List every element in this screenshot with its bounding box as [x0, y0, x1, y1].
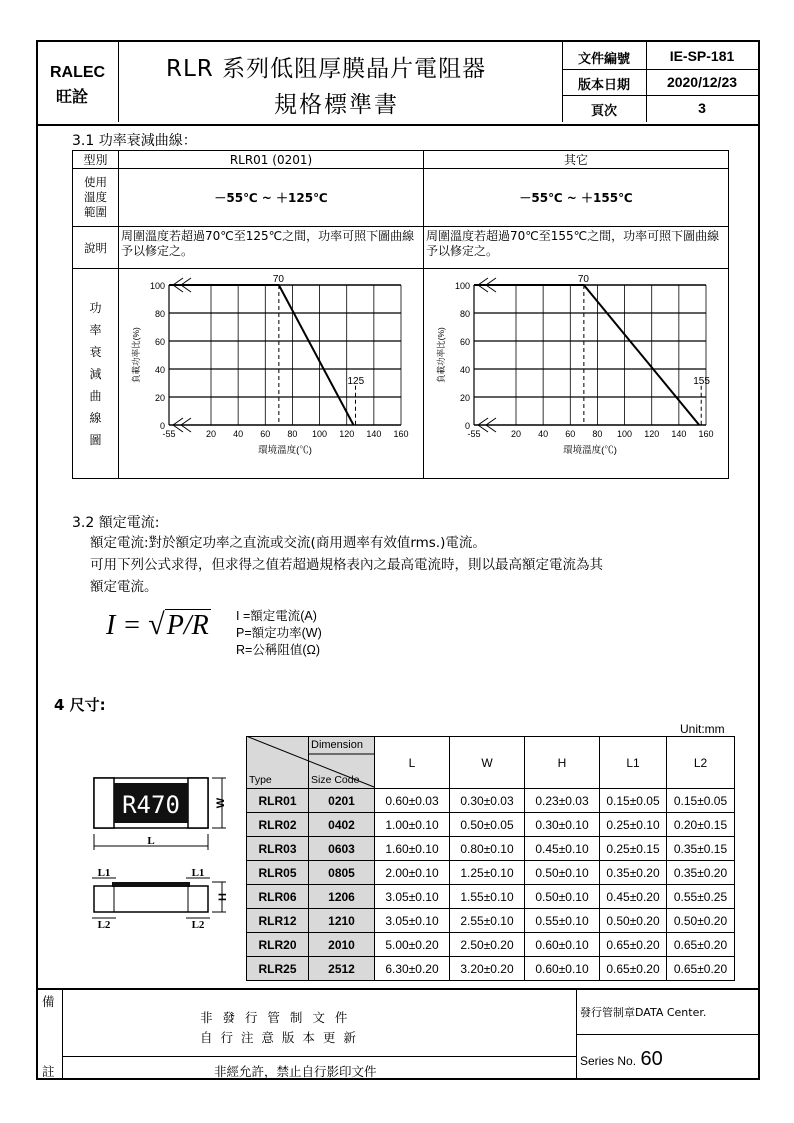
row-value: 3.05±0.10: [375, 885, 450, 909]
derating-chart-others: [424, 269, 729, 475]
temp-range-others: －55℃ ~ ＋155℃: [424, 169, 729, 227]
temp-range-rlr01: －55℃ ~ ＋125℃: [119, 169, 424, 227]
dim-h-label: H: [217, 893, 229, 901]
table-row: [247, 813, 735, 837]
document-header: [38, 42, 758, 126]
x-tick-label: 120: [644, 429, 660, 439]
row-value: 1.55±0.10: [450, 885, 525, 909]
derating-table: [72, 150, 729, 479]
row-type: RLR05: [247, 861, 309, 885]
dim-l1-left-label: L1: [97, 867, 111, 879]
def-p: P=額定功率(W): [236, 626, 322, 640]
row-value: 3.20±0.20: [450, 957, 525, 981]
row-value: 0.50±0.10: [525, 861, 600, 885]
derating-curve: [169, 285, 354, 425]
x-tick-label: 20: [510, 429, 522, 439]
row-value: 1.60±0.10: [375, 837, 450, 861]
version-notice: 自 行 注 意 版 本 更 新: [200, 1030, 356, 1045]
x-axis-label: 環境溫度(℃): [563, 445, 617, 456]
y-axis-label: 負載功率比(%): [436, 327, 446, 383]
y-tick-label: 20: [154, 393, 165, 403]
x-tick-label: 20: [205, 429, 217, 439]
dim-l-label: L: [147, 835, 155, 847]
row-type: RLR03: [247, 837, 309, 861]
revision-date-label: 版本日期: [577, 78, 630, 93]
y-tick-label: 60: [459, 337, 470, 347]
col-header-w: W: [450, 737, 525, 789]
row-value: 3.05±0.10: [375, 909, 450, 933]
section-3-1-heading: 3.1 功率衰減曲線：: [72, 133, 197, 149]
row-value: 0.25±0.10: [600, 813, 667, 837]
row-value: 0.65±0.20: [667, 957, 735, 981]
page-label: 頁次: [590, 104, 617, 119]
row-value: 0.15±0.05: [667, 789, 735, 813]
derating-chart-rlr01: [119, 269, 424, 475]
row-value: 0.65±0.20: [600, 933, 667, 957]
formula-rhs: P/R: [166, 610, 209, 641]
table-row: [247, 789, 735, 813]
revision-date: 2020/12/23: [666, 74, 738, 90]
formula-definitions: [236, 608, 322, 659]
row-size-code: 1210: [309, 909, 375, 933]
row-value: 0.35±0.15: [667, 837, 735, 861]
row-value: 0.15±0.05: [600, 789, 667, 813]
table-row: [247, 957, 735, 981]
rated-current-formula-note: 可用下列公式求得，但求得之值若超過規格表內之最高電流時，則以最高額定電流為其: [90, 557, 603, 573]
y-axis-label: 負載功率比(%): [131, 327, 141, 383]
doc-number-label: 文件編號: [577, 52, 630, 67]
temp-range-label: 使用溫度範圍: [73, 169, 119, 227]
remarks-label-bottom: 註: [42, 1064, 55, 1079]
row-value: 0.23±0.03: [525, 789, 600, 813]
row-value: 0.45±0.20: [600, 885, 667, 909]
x-tick-label: 100: [312, 429, 328, 439]
row-value: 2.00±0.10: [375, 861, 450, 885]
row-value: 0.50±0.20: [667, 909, 735, 933]
description-others: 周圍溫度若超過70℃至155℃之間，功率可照下圖曲線予以修定之。: [424, 227, 729, 269]
x-tick-label: 140: [366, 429, 382, 439]
curve-label: 功率衰減曲線圖: [73, 269, 119, 479]
resistor-dimension-drawing: [82, 772, 232, 952]
row-size-code: 2010: [309, 933, 375, 957]
y-tick-label: 60: [154, 337, 165, 347]
x-tick-label: 160: [393, 429, 409, 439]
row-size-code: 0402: [309, 813, 375, 837]
row-type: RLR20: [247, 933, 309, 957]
row-value: 0.60±0.03: [375, 789, 450, 813]
row-size-code: 2512: [309, 957, 375, 981]
table-row: [247, 933, 735, 957]
row-value: 0.65±0.20: [600, 957, 667, 981]
y-tick-label: 0: [159, 421, 165, 431]
page-number: 3: [698, 100, 706, 116]
row-value: 0.30±0.10: [525, 813, 600, 837]
col-header-h: H: [525, 737, 600, 789]
rated-current-definition: 額定電流:對於額定功率之直流或交流(商用週率有效值rms.)電流。: [90, 535, 486, 551]
row-value: 0.30±0.03: [450, 789, 525, 813]
description-rlr01: 周圍溫度若超過70℃至125℃之間，功率可照下圖曲線予以修定之。: [119, 227, 424, 269]
uncontrolled-notice: 非 發 行 管 制 文 件: [200, 1010, 348, 1025]
row-value: 0.55±0.10: [525, 909, 600, 933]
dim-l1-right-label: L1: [191, 867, 205, 879]
row-value: 0.20±0.15: [667, 813, 735, 837]
formula: [106, 608, 211, 642]
series-number-block: [580, 1048, 663, 1071]
row-size-code: 0201: [309, 789, 375, 813]
row-value: 6.30±0.20: [375, 957, 450, 981]
row-value: 2.50±0.20: [450, 933, 525, 957]
doc-title: RLR 系列低阻厚膜晶片電阻器: [166, 56, 487, 82]
dim-l2-left-label: L2: [97, 919, 111, 931]
section-3-2-heading: 3.2 額定電流:: [72, 515, 160, 531]
y-tick-label: 20: [459, 393, 470, 403]
col-header-l1: L1: [600, 737, 667, 789]
def-r: R=公稱阻值(Ω): [236, 643, 320, 657]
row-value: 0.50±0.20: [600, 909, 667, 933]
row-type: RLR01: [247, 789, 309, 813]
company-name-zh: 旺詮: [56, 89, 89, 106]
row-value: 2.55±0.10: [450, 909, 525, 933]
formula-lhs: I =: [106, 610, 142, 641]
x-tick-label: 140: [671, 429, 687, 439]
type-header: Type: [249, 774, 272, 786]
rated-current-formula-note-cont: 額定電流。: [90, 579, 158, 595]
unit-label: Unit:mm: [680, 722, 725, 736]
col-header-l: L: [375, 737, 450, 789]
table-row: [247, 909, 735, 933]
row-type: RLR06: [247, 885, 309, 909]
row-value: 0.45±0.10: [525, 837, 600, 861]
table-row: [247, 885, 735, 909]
row-type: RLR02: [247, 813, 309, 837]
x-tick-label: 40: [233, 429, 244, 439]
row-value: 5.00±0.20: [375, 933, 450, 957]
section-4-heading: 4 尺寸:: [54, 696, 106, 714]
doc-subtitle: 規格標準書: [274, 92, 399, 118]
row-size-code: 0805: [309, 861, 375, 885]
row-value: 0.50±0.10: [525, 885, 600, 909]
row-size-code: 1206: [309, 885, 375, 909]
end-label: 125: [347, 375, 365, 387]
doc-number: IE-SP-181: [669, 48, 735, 64]
row-value: 1.00±0.10: [375, 813, 450, 837]
row-value: 0.80±0.10: [450, 837, 525, 861]
x-tick-label: 160: [698, 429, 714, 439]
remarks-label-top: 備: [42, 994, 55, 1009]
knee-label: 70: [577, 274, 589, 285]
col-header-l2: L2: [667, 737, 735, 789]
row-value: 0.35±0.20: [600, 861, 667, 885]
row-value: 0.60±0.10: [525, 957, 600, 981]
x-tick-label: -55: [162, 429, 176, 439]
y-tick-label: 100: [454, 281, 470, 291]
table-row: [247, 861, 735, 885]
row-value: 0.60±0.10: [525, 933, 600, 957]
row-value: 0.25±0.15: [600, 837, 667, 861]
dim-l2-right-label: L2: [191, 919, 205, 931]
row-value: 0.50±0.05: [450, 813, 525, 837]
x-tick-label: 40: [538, 429, 549, 439]
dim-w-label: W: [215, 797, 227, 809]
x-tick-label: -55: [467, 429, 481, 439]
resistor-marking: R470: [122, 791, 180, 819]
type-rlr01: RLR01 (0201): [119, 151, 424, 169]
row-value: 0.55±0.25: [667, 885, 735, 909]
row-type: RLR12: [247, 909, 309, 933]
x-tick-label: 60: [565, 429, 576, 439]
copy-notice: 非經允許，禁止自行影印文件: [214, 1064, 377, 1079]
knee-label: 70: [272, 274, 284, 285]
x-tick-label: 60: [260, 429, 271, 439]
y-tick-label: 100: [149, 281, 165, 291]
description-label: 說明: [73, 227, 119, 269]
type-others: 其它: [424, 151, 729, 169]
y-tick-label: 40: [154, 365, 165, 375]
x-tick-label: 80: [592, 429, 603, 439]
page-frame: [36, 40, 760, 1080]
sqrt-icon: √: [148, 608, 165, 641]
end-label: 155: [693, 375, 710, 387]
company-name-en: RALEC: [50, 64, 106, 81]
row-value: 1.25±0.10: [450, 861, 525, 885]
row-value: 0.35±0.20: [667, 861, 735, 885]
table-row: [247, 837, 735, 861]
row-size-code: 0603: [309, 837, 375, 861]
row-value: 0.65±0.20: [667, 933, 735, 957]
type-label: 型別: [73, 151, 119, 169]
y-tick-label: 80: [459, 309, 470, 319]
x-axis-label: 環境溫度(℃): [258, 445, 312, 456]
size-code-header: Size Code: [311, 774, 360, 786]
series-number: 60: [640, 1048, 663, 1070]
dimension-header: Dimension: [311, 739, 363, 751]
x-tick-label: 80: [287, 429, 298, 439]
control-stamp: 發行管制章DATA Center.: [580, 1006, 707, 1019]
derating-curve: [474, 285, 699, 425]
y-tick-label: 0: [464, 421, 470, 431]
x-tick-label: 100: [617, 429, 633, 439]
x-tick-label: 120: [339, 429, 355, 439]
series-label: Series No.: [580, 1054, 637, 1068]
section-3-2-body: [90, 532, 758, 598]
header-diagonal: [246, 736, 375, 788]
def-i: I =額定電流(A): [236, 609, 317, 623]
y-tick-label: 40: [459, 365, 470, 375]
row-type: RLR25: [247, 957, 309, 981]
y-tick-label: 80: [154, 309, 165, 319]
